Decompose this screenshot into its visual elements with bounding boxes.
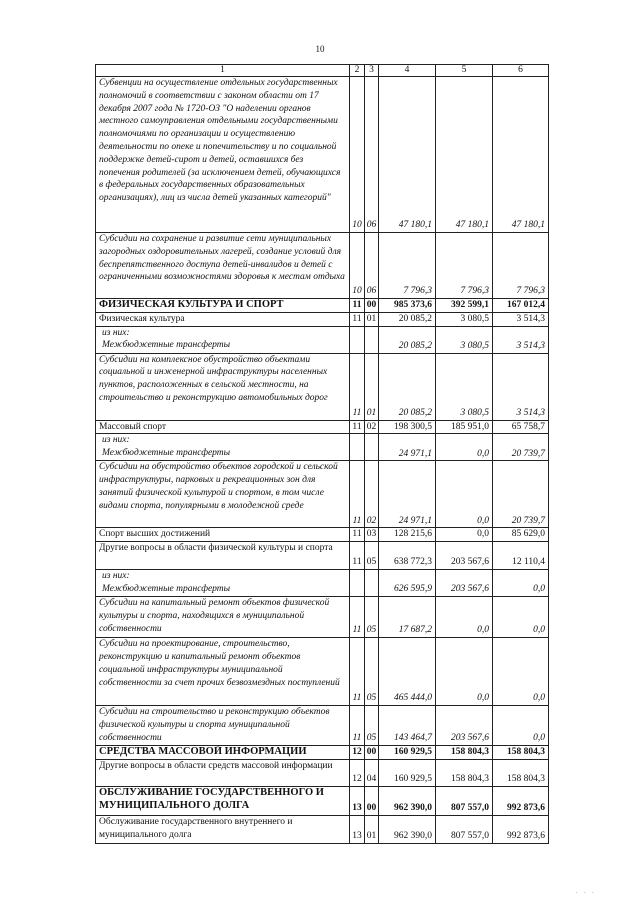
row-value-col5: 7 796,3 [436, 233, 493, 299]
column-header: 4 [379, 65, 436, 77]
row-value-col6: 167 012,4 [493, 299, 549, 313]
row-value-col6: 992 873,6 [493, 786, 549, 815]
row-value-col6: 158 804,3 [493, 759, 549, 786]
table-row [96, 461, 549, 528]
row-value-col5: 3 080,5 [436, 326, 493, 353]
row-value-col5: 158 804,3 [436, 746, 493, 760]
row-name: Массовый спорт [96, 420, 350, 434]
row-value-col6: 7 796,3 [493, 233, 549, 299]
row-section-code: 11 [350, 638, 365, 706]
row-section-code: 11 [350, 461, 365, 528]
row-subsection-code: 06 [365, 77, 379, 233]
budget-table [95, 64, 549, 844]
row-section-code: 11 [350, 299, 365, 313]
row-value-col5: 0,0 [436, 597, 493, 638]
table-row [96, 542, 549, 570]
row-subsection-code: 01 [365, 312, 379, 326]
scan-corner-mark: · · · [575, 889, 596, 897]
row-value-col6: 20 739,7 [493, 434, 549, 461]
row-value-col6: 0,0 [493, 570, 549, 597]
row-section-code: 13 [350, 815, 365, 843]
row-name: из них: Межбюджетные трансферты [96, 434, 350, 461]
row-value-col5: 3 080,5 [436, 353, 493, 420]
row-value-col5: 203 567,6 [436, 542, 493, 570]
column-header: 3 [365, 65, 379, 77]
row-subsection-code: 06 [365, 233, 379, 299]
table-row [96, 638, 549, 706]
table-row [96, 420, 549, 434]
row-value-col5: 807 557,0 [436, 815, 493, 843]
table-row [96, 326, 549, 353]
row-value-col5: 185 951,0 [436, 420, 493, 434]
row-name: СРЕДСТВА МАССОВОЙ ИНФОРМАЦИИ [96, 746, 350, 760]
row-value-col5: 203 567,6 [436, 706, 493, 746]
row-name: из них: Межбюджетные трансферты [96, 570, 350, 597]
row-value-col4: 465 444,0 [379, 638, 436, 706]
table-row [96, 77, 549, 233]
column-header: 5 [436, 65, 493, 77]
column-header: 1 [96, 65, 350, 77]
row-value-col6: 158 804,3 [493, 746, 549, 760]
row-name: Обслуживание государственного внутреннего и муниципального долга [96, 815, 350, 843]
table-row [96, 746, 549, 760]
row-section-code: 11 [350, 312, 365, 326]
row-value-col5: 203 567,6 [436, 570, 493, 597]
row-value-col6: 12 110,4 [493, 542, 549, 570]
row-subsection-code: 04 [365, 759, 379, 786]
row-value-col4: 962 390,0 [379, 815, 436, 843]
row-value-col4: 17 687,2 [379, 597, 436, 638]
row-value-col5: 807 557,0 [436, 786, 493, 815]
row-subsection-code [365, 570, 379, 597]
row-section-code: 11 [350, 420, 365, 434]
row-section-code: 11 [350, 528, 365, 542]
row-value-col4: 143 464,7 [379, 706, 436, 746]
row-section-code: 11 [350, 542, 365, 570]
row-value-col5: 47 180,1 [436, 77, 493, 233]
row-value-col6: 47 180,1 [493, 77, 549, 233]
row-value-col4: 198 300,5 [379, 420, 436, 434]
table-row [96, 815, 549, 843]
row-value-col4: 638 772,3 [379, 542, 436, 570]
row-value-col4: 160 929,5 [379, 746, 436, 760]
row-section-code: 12 [350, 746, 365, 760]
row-value-col4: 20 085,2 [379, 312, 436, 326]
row-name: Субсидии на проектирование, строительство, реконструкцию и капитальный ремонт объектов социальной инфраструктуры муниципальной собственности за счет прочих безвозмездных поступлений [96, 638, 350, 706]
row-name: Спорт высших достижений [96, 528, 350, 542]
table-row [96, 706, 549, 746]
row-value-col4: 20 085,2 [379, 353, 436, 420]
row-section-code: 11 [350, 706, 365, 746]
row-value-col6: 65 758,7 [493, 420, 549, 434]
row-value-col5: 392 599,1 [436, 299, 493, 313]
row-name: Субсидии на капитальный ремонт объектов физической культуры и спорта, находящихся в муниципальной собственности [96, 597, 350, 638]
row-name: Субсидии на строительство и реконструкцию объектов физической культуры и спорта муниципальной собственности [96, 706, 350, 746]
row-subsection-code: 02 [365, 420, 379, 434]
row-value-col6: 85 629,0 [493, 528, 549, 542]
row-value-col5: 158 804,3 [436, 759, 493, 786]
row-name: Другие вопросы в области физической культуры и спорта [96, 542, 350, 570]
row-name: Субвенции на осуществление отдельных государственных полномочий в соответствии с законом области от 17 декабря 2007 года № 1720-ОЗ "О наделении органов местного самоуправления отдельными государственными полномочиями по организации и осуществлению деятельности по опеке и попечительству и по социальной поддержке детей-сирот и детей, оставшихся без попечения родителей (за исключением детей, обучающихся в федеральных государственных образовательных организациях), лиц из числа детей указанных категорий" [96, 77, 350, 233]
row-section-code: 11 [350, 353, 365, 420]
row-subsection-code: 05 [365, 542, 379, 570]
row-value-col4: 24 971,1 [379, 434, 436, 461]
row-value-col5: 0,0 [436, 461, 493, 528]
row-value-col5: 0,0 [436, 528, 493, 542]
table-row [96, 299, 549, 313]
row-subsection-code: 03 [365, 528, 379, 542]
row-value-col4: 160 929,5 [379, 759, 436, 786]
row-value-col5: 0,0 [436, 434, 493, 461]
row-subsection-code [365, 326, 379, 353]
row-value-col6: 20 739,7 [493, 461, 549, 528]
row-subsection-code: 00 [365, 786, 379, 815]
row-section-code [350, 570, 365, 597]
row-subsection-code: 00 [365, 299, 379, 313]
row-subsection-code [365, 434, 379, 461]
row-subsection-code: 02 [365, 461, 379, 528]
row-subsection-code: 00 [365, 746, 379, 760]
row-value-col6: 3 514,3 [493, 353, 549, 420]
table-row [96, 597, 549, 638]
row-value-col4: 128 215,6 [379, 528, 436, 542]
table-row [96, 312, 549, 326]
row-value-col6: 0,0 [493, 638, 549, 706]
row-section-code: 13 [350, 786, 365, 815]
table-row [96, 233, 549, 299]
table-row [96, 570, 549, 597]
row-value-col5: 0,0 [436, 638, 493, 706]
table-row [96, 434, 549, 461]
row-section-code: 12 [350, 759, 365, 786]
row-value-col6: 0,0 [493, 706, 549, 746]
row-value-col4: 985 373,6 [379, 299, 436, 313]
row-name: из них: Межбюджетные трансферты [96, 326, 350, 353]
row-value-col5: 3 080,5 [436, 312, 493, 326]
row-value-col4: 7 796,3 [379, 233, 436, 299]
table-row [96, 759, 549, 786]
row-name: Физическая культура [96, 312, 350, 326]
row-name: Субсидии на обустройство объектов городской и сельской инфраструктуры, парковых и рекреационных зон для занятий физической культурой и спортом, в том числе видами спорта, популярными в молодежной среде [96, 461, 350, 528]
row-value-col4: 47 180,1 [379, 77, 436, 233]
row-subsection-code: 05 [365, 638, 379, 706]
column-header: 2 [350, 65, 365, 77]
row-value-col6: 992 873,6 [493, 815, 549, 843]
row-value-col6: 3 514,3 [493, 312, 549, 326]
row-subsection-code: 05 [365, 706, 379, 746]
row-section-code [350, 434, 365, 461]
table-row [96, 528, 549, 542]
row-name: Другие вопросы в области средств массовой информации [96, 759, 350, 786]
column-header: 6 [493, 65, 549, 77]
row-subsection-code: 01 [365, 815, 379, 843]
row-name: ФИЗИЧЕСКАЯ КУЛЬТУРА И СПОРТ [96, 299, 350, 313]
row-value-col4: 962 390,0 [379, 786, 436, 815]
row-value-col4: 626 595,9 [379, 570, 436, 597]
row-value-col6: 0,0 [493, 597, 549, 638]
table-header-row [96, 65, 549, 77]
row-name: Субсидии на комплексное обустройство объектами социальной и инженерной инфраструктуры населенных пунктов, расположенных в сельской местности, на строительство и реконструкцию автомобильных дорог [96, 353, 350, 420]
row-subsection-code: 01 [365, 353, 379, 420]
row-value-col4: 20 085,2 [379, 326, 436, 353]
row-subsection-code: 05 [365, 597, 379, 638]
row-section-code [350, 326, 365, 353]
page-number: 10 [315, 44, 325, 54]
row-section-code: 10 [350, 233, 365, 299]
row-name: Субсидии на сохранение и развитие сети муниципальных загородных оздоровительных лагерей, создание условий для беспрепятственного доступа детей-инвалидов и детей с ограниченными возможностями здоровья к местам отдыха [96, 233, 350, 299]
row-value-col4: 24 971,1 [379, 461, 436, 528]
table-row [96, 786, 549, 815]
row-value-col6: 3 514,3 [493, 326, 549, 353]
row-section-code: 11 [350, 597, 365, 638]
row-name: ОБСЛУЖИВАНИЕ ГОСУДАРСТВЕННОГО И МУНИЦИПАЛЬНОГО ДОЛГА [96, 786, 350, 815]
row-section-code: 10 [350, 77, 365, 233]
table-row [96, 353, 549, 420]
